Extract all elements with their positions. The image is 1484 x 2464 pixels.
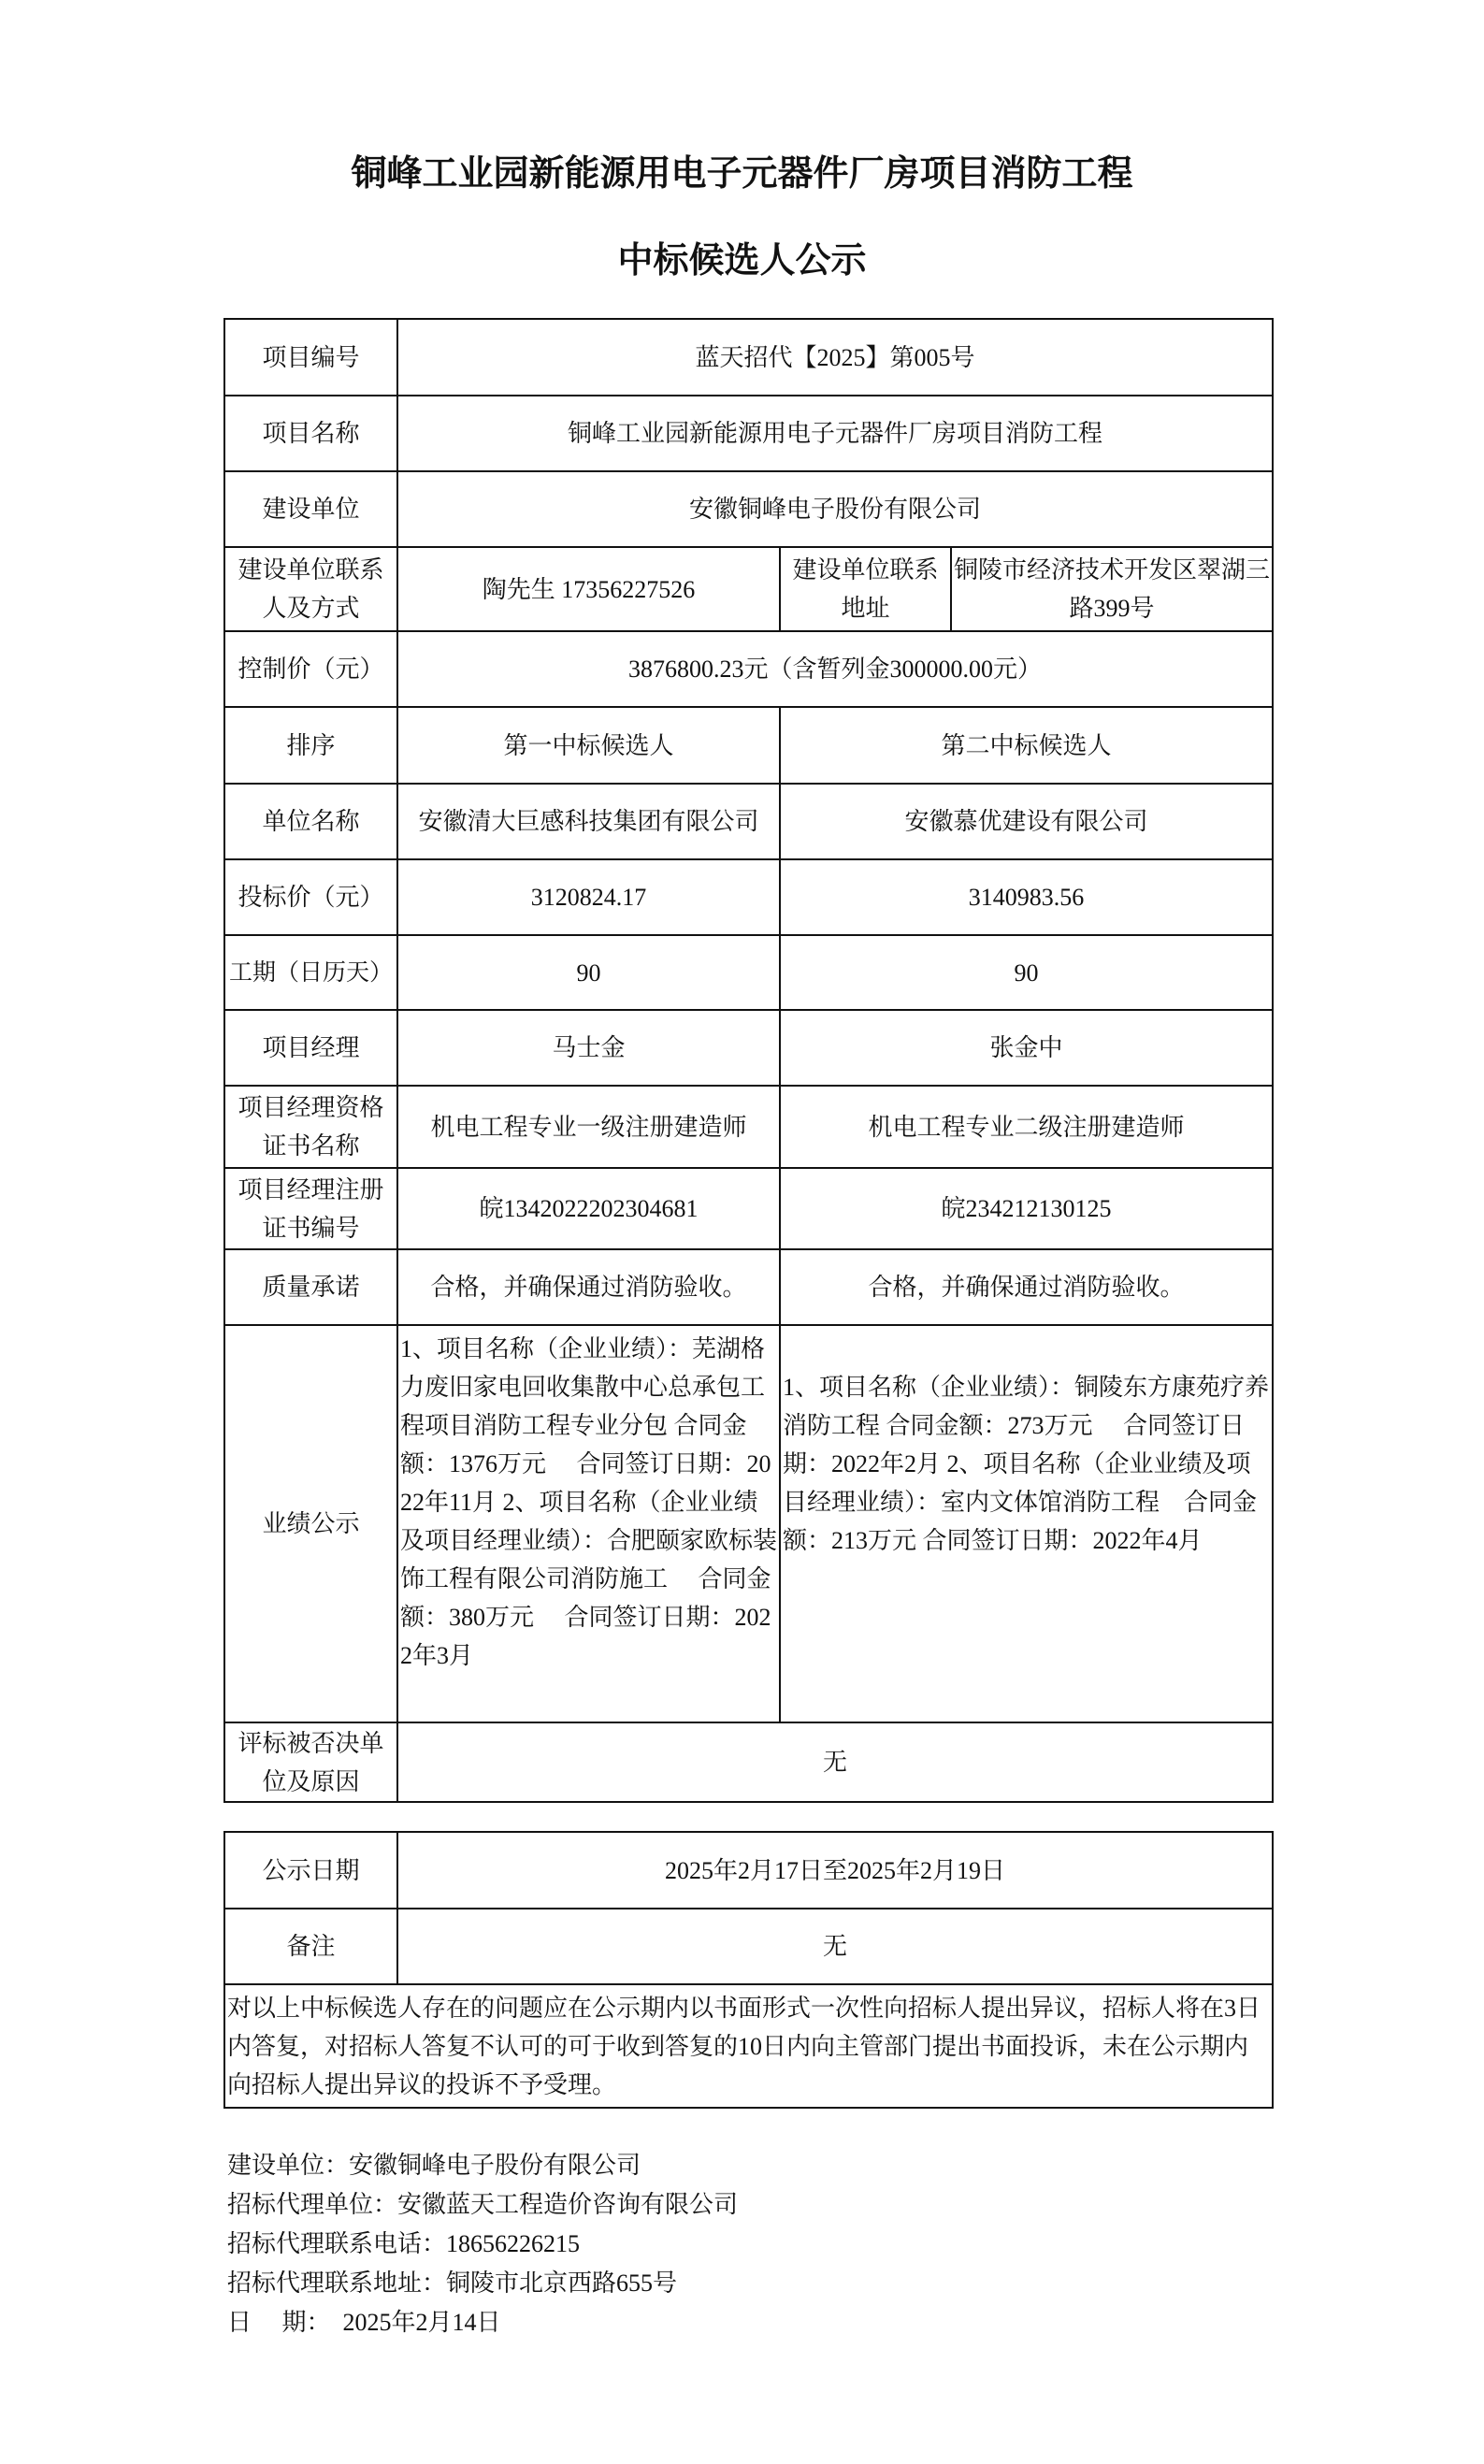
project-no: 蓝天招代【2025】第005号 [397,319,1273,396]
bid-2: 3140983.56 [780,859,1273,935]
objection-notice: 对以上中标候选人存在的问题应在公示期内以书面形式一次性向招标人提出异议，招标人将在3日内答复，对招标人答复不认可的可于收到答复的10日内向主管部门提出书面投诉，未在公示期内向招标人提出异议的投诉不予受理。 [224,1984,1273,2108]
project-name: 铜峰工业园新能源用电子元器件厂房项目消防工程 [397,396,1273,471]
label: 业绩公示 [224,1325,397,1722]
contact: 陶先生 17356227526 [397,547,780,631]
label: 单位名称 [224,784,397,859]
footer-address: 招标代理联系地址：铜陵市北京西路655号 [227,2269,678,2297]
performance-1: 1、项目名称（企业业绩）：芜湖格力废旧家电回收集散中心总承包工程项目消防工程专业分包 合同金额：1376万元 合同签订日期：2022年11月 2、项目名称（企业业绩及项目经理业绩）：合肥颐家欧标装饰工程有限公司消防施工 合同金额：380万元 合同签订日期：2022年3月 [397,1325,780,1722]
publicity-date: 2025年2月17日至2025年2月19日 [397,1832,1273,1909]
label: 评标被否决单位及原因 [224,1722,397,1802]
candidate-table [223,318,1274,1803]
label: 公示日期 [224,1832,397,1909]
first-candidate-header: 第一中标候选人 [397,707,780,784]
quality-1: 合格，并确保通过消防验收。 [397,1249,780,1325]
second-candidate-header: 第二中标候选人 [780,707,1273,784]
cert-no-2: 皖234212130125 [780,1168,1273,1249]
label: 控制价（元） [224,631,397,707]
label: 项目名称 [224,396,397,471]
label: 排序 [224,707,397,784]
label: 项目编号 [224,319,397,396]
label: 项目经理 [224,1010,397,1086]
label: 建设单位联系人及方式 [224,547,397,631]
label: 建设单位联系地址 [780,547,951,631]
label: 工期（日历天） [224,935,397,1010]
footer-agent: 招标代理单位：安徽蓝天工程造价咨询有限公司 [227,2191,739,2218]
footer-owner: 建设单位：安徽铜峰电子股份有限公司 [227,2152,641,2179]
manager-1: 马士金 [397,1010,780,1086]
cert-no-1: 皖1342022202304681 [397,1168,780,1249]
rejected: 无 [397,1722,1273,1802]
period-2: 90 [780,935,1273,1010]
cert-name-2: 机电工程专业二级注册建造师 [780,1086,1273,1168]
footer-date: 日 期： 2025年2月14日 [227,2309,501,2336]
period-1: 90 [397,935,780,1010]
label: 建设单位 [224,471,397,547]
manager-2: 张金中 [780,1010,1273,1086]
publicity-table [223,1831,1274,2109]
label: 备注 [224,1909,397,1984]
footer [227,2146,738,2342]
footer-phone: 招标代理联系电话：18656226215 [227,2230,581,2257]
performance-2: 1、项目名称（企业业绩）：铜陵东方康苑疗养消防工程 合同金额：273万元 合同签订日期：2022年2月 2、项目名称（企业业绩及项目经理业绩）：室内文体馆消防工程 合同金额：213万元 合同签订日期：2022年4月 [780,1325,1273,1722]
bid-1: 3120824.17 [397,859,780,935]
address: 铜陵市经济技术开发区翠湖三路399号 [951,547,1273,631]
label: 质量承诺 [224,1249,397,1325]
label: 投标价（元） [224,859,397,935]
company-2: 安徽慕优建设有限公司 [780,784,1273,859]
company-1: 安徽清大巨感科技集团有限公司 [397,784,780,859]
remark: 无 [397,1909,1273,1984]
owner: 安徽铜峰电子股份有限公司 [397,471,1273,547]
control-price: 3876800.23元（含暂列金300000.00元） [397,631,1273,707]
cert-name-1: 机电工程专业一级注册建造师 [397,1086,780,1168]
title-line1: 铜峰工业园新能源用电子元器件厂房项目消防工程 [351,154,1133,194]
title-line2: 中标候选人公示 [617,241,867,281]
label: 项目经理资格证书名称 [224,1086,397,1168]
quality-2: 合格，并确保通过消防验收。 [780,1249,1273,1325]
label: 项目经理注册证书编号 [224,1168,397,1249]
